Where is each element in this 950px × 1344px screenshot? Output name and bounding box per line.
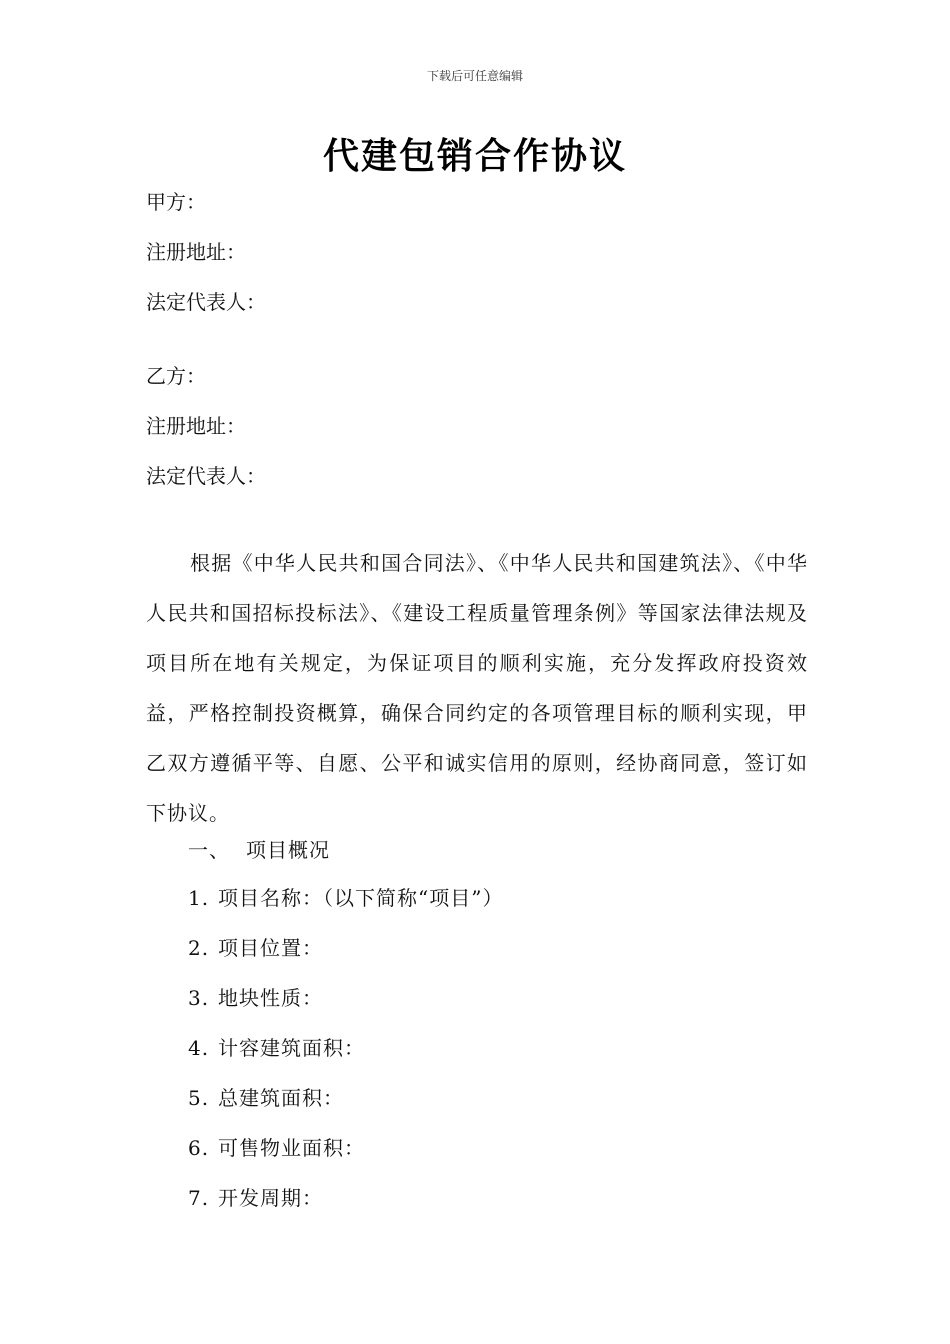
section-1-number: 一、 [188, 838, 230, 862]
section-1-title: 项目概况 [246, 838, 330, 862]
list-item [188, 1136, 365, 1160]
list-item-text: 开发周期： [218, 1186, 323, 1210]
party-a-address-label: 注册地址： [146, 240, 246, 264]
list-item [188, 936, 323, 960]
list-item-text: 可售物业面积： [218, 1136, 365, 1160]
list-item-number: 6. [188, 1136, 210, 1160]
list-item [188, 1036, 365, 1060]
list-item-text: 项目位置： [218, 936, 323, 960]
preamble-paragraph: 根据《中华人民共和国合同法》、《中华人民共和国建筑法》、《中华人民共和国招标投标法》、《建设工程质量管理条例》等国家法律法规及项目所在地有关规定，为保证项目的顺利实施，充分发挥政府投资效益，严格控制投资概算，确保合同约定的各项管理目标的顺利实现，甲乙双方遵循平等、自愿、公平和诚实信用的原则，经协商同意，签订如下协议。 [146, 551, 808, 825]
list-item-number: 4. [188, 1036, 210, 1060]
party-a-representative-label: 法定代表人： [146, 290, 266, 314]
list-item [188, 1086, 344, 1110]
party-b-name-label: 乙方： [146, 364, 206, 388]
list-item-number: 3. [188, 986, 210, 1010]
list-item-text: 项目名称：（以下简称“项目”） [218, 886, 504, 910]
list-item-number: 7. [188, 1186, 210, 1210]
list-item-number: 5. [188, 1086, 210, 1110]
list-item-text: 总建筑面积： [218, 1086, 344, 1110]
list-item [188, 986, 323, 1010]
list-item-text: 地块性质： [218, 986, 323, 1010]
document-title: 代建包销合作协议 [322, 135, 627, 177]
party-b-address-label: 注册地址： [146, 414, 246, 438]
header-note: 下载后可任意编辑 [426, 69, 523, 83]
list-item-text: 计容建筑面积： [218, 1036, 365, 1060]
party-a-name-label: 甲方： [146, 190, 206, 214]
list-item-number: 1. [188, 886, 210, 910]
list-item [188, 1186, 323, 1210]
section-1-heading [188, 838, 330, 862]
party-b-representative-label: 法定代表人： [146, 464, 266, 488]
list-item [188, 886, 503, 910]
list-item-number: 2. [188, 936, 210, 960]
